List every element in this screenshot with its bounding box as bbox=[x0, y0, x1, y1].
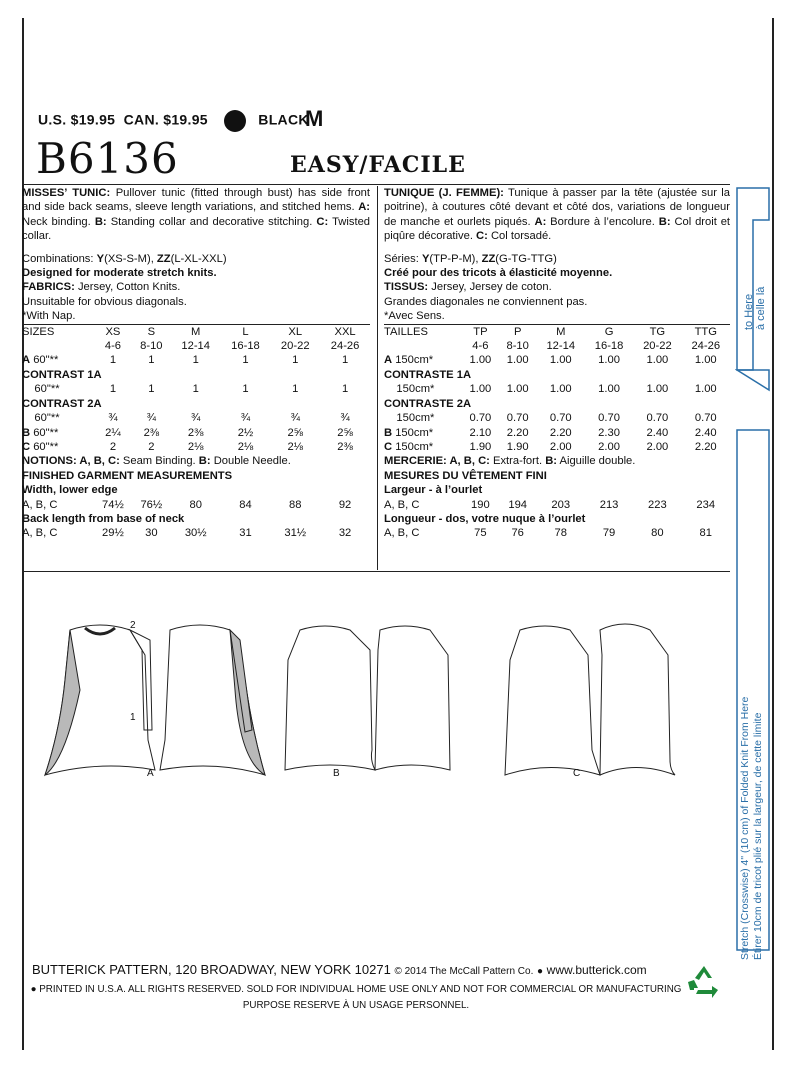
yardage-value: 1.00 bbox=[549, 354, 572, 367]
yardage-row bbox=[22, 426, 370, 440]
size-header: XXL bbox=[334, 325, 356, 338]
yardage-value: 1.90 bbox=[506, 440, 529, 453]
yardage-value: 2.20 bbox=[549, 426, 572, 439]
yardage-row bbox=[384, 426, 730, 440]
fabrics-fr: TISSUS: Jersey, Jersey de coton. bbox=[384, 281, 552, 294]
price-us: U.S. $19.95 bbox=[38, 111, 116, 128]
width-value: 223 bbox=[648, 498, 667, 511]
row-label: A, B, C bbox=[384, 527, 420, 540]
english-column bbox=[22, 186, 370, 541]
row-label: A, B, C bbox=[22, 527, 58, 540]
bottom-divider bbox=[22, 571, 730, 572]
yardage-value: 2.00 bbox=[598, 440, 620, 453]
back-value: 75 bbox=[474, 527, 487, 540]
yardage-value: 1 bbox=[192, 354, 199, 367]
row-label bbox=[384, 353, 462, 367]
price-line bbox=[38, 110, 309, 132]
row-label bbox=[384, 440, 462, 454]
yardage-value: 2⅜ bbox=[337, 440, 353, 453]
yardage-row bbox=[384, 411, 730, 425]
gauge-text-2: Étirer 10cm de tricot plié sur la largeur, de cette limite bbox=[752, 712, 764, 960]
footer-company-line: BUTTERICK PATTERN, 120 BROADWAY, NEW YORK 10271 © 2014 The McCall Pattern Co. ● www.butterick.com bbox=[32, 962, 647, 977]
yardage-value: 2.40 bbox=[646, 426, 669, 439]
width-value: 234 bbox=[696, 498, 716, 511]
row-label bbox=[384, 382, 462, 396]
back-label-row bbox=[22, 512, 370, 526]
yardage-value: ¾ bbox=[240, 412, 251, 425]
yardage-value: 1 bbox=[148, 354, 155, 367]
sizes-label: SIZES bbox=[22, 325, 55, 338]
back-value: 78 bbox=[554, 527, 567, 540]
yardage-value: 1 bbox=[148, 383, 155, 396]
designed-fr: Créé pour des tricots à élasticité moyenne. bbox=[384, 267, 613, 280]
nap-fr: *Avec Sens. bbox=[384, 310, 445, 323]
yardage-row bbox=[384, 382, 730, 396]
yardage-value: 0.70 bbox=[469, 412, 492, 425]
yardage-value: 1.00 bbox=[469, 354, 492, 367]
yardage-row bbox=[22, 411, 370, 425]
unsuitable-fr: Grandes diagonales ne conviennent pas. bbox=[384, 295, 588, 308]
yardage-value: 2⅝ bbox=[287, 426, 304, 439]
yardage-value: 2⅛ bbox=[237, 440, 254, 453]
back-value: 30 bbox=[145, 527, 158, 540]
yardage-value: 2.20 bbox=[694, 440, 717, 453]
contrast-heading: CONTRAST 1A bbox=[22, 368, 102, 381]
row-label bbox=[384, 411, 462, 425]
combinations-fr: Séries: Y(TP-P-M), ZZ(G-TG-TTG) bbox=[384, 252, 557, 265]
back-value: 79 bbox=[602, 527, 616, 540]
yardage-value: 1 bbox=[109, 383, 117, 396]
yardage-value: 1.00 bbox=[598, 354, 620, 367]
yardage-value: 2¼ bbox=[105, 426, 121, 439]
width-value: 74½ bbox=[102, 498, 124, 511]
yardage-value: 2.10 bbox=[469, 426, 492, 439]
size-header: TP bbox=[473, 325, 488, 338]
color-dot bbox=[224, 110, 246, 132]
yardage-row bbox=[22, 382, 370, 396]
size-header-row bbox=[384, 325, 730, 339]
finished-row bbox=[22, 469, 370, 483]
yardage-value: 2.30 bbox=[598, 426, 620, 439]
size-number: 16-18 bbox=[231, 340, 260, 353]
back-value: 80 bbox=[651, 527, 664, 540]
piece-label-1: 1 bbox=[130, 712, 136, 723]
size-number: 4-6 bbox=[472, 340, 489, 353]
yardage-value: ¾ bbox=[191, 412, 201, 425]
sizes-label: TAILLES bbox=[384, 325, 428, 338]
width-label: Width, lower edge bbox=[22, 484, 118, 497]
size-number: 16-18 bbox=[594, 340, 624, 353]
back-label: Longueur - dos, votre nuque à l’ourlet bbox=[384, 512, 586, 525]
view-c-label: C bbox=[573, 768, 581, 779]
contrast-heading: CONTRAST 2A bbox=[22, 397, 102, 410]
description-fr: TUNIQUE (J. FEMME): Tunique à passer par la tête (ajustée sur la poitrine), à coutures côté devant et côté dos, variations de longueur de manche et ourlets piqués. A: Bordure à l’encolure. B: Col droit et piqûre décorative. C: Col torsadé. bbox=[384, 187, 731, 243]
contrast-heading-row bbox=[384, 397, 730, 411]
yardage-value: 1.00 bbox=[469, 383, 492, 396]
row-label bbox=[22, 411, 94, 425]
finished-heading: MESURES DU VÊTEMENT FINI bbox=[384, 469, 547, 482]
view-c-front bbox=[505, 626, 600, 775]
yardage-value: 2⅛ bbox=[287, 440, 304, 453]
size-header-row bbox=[22, 325, 370, 339]
row-label: A, B, C bbox=[22, 498, 58, 511]
notions: MERCERIE: A, B, C: Extra-fort. B: Aiguille double. bbox=[384, 455, 636, 468]
row-label bbox=[22, 426, 94, 440]
french-column bbox=[384, 186, 730, 541]
yardage-value: 1 bbox=[242, 354, 249, 367]
yardage-value: 2½ bbox=[237, 426, 254, 439]
yardage-value: 2⅜ bbox=[143, 426, 160, 439]
size-number: 8-10 bbox=[506, 340, 529, 353]
yardage-value: 1.00 bbox=[506, 354, 529, 367]
footer-legal: ● PRINTED IN U.S.A. ALL RIGHTS RESERVED. SOLD FOR INDIVIDUAL HOME USE ONLY AND NOT FOR COMMERCIAL OR MANUFACTURING PURPOSE RESERVE À UN USAGE PERSONNEL. bbox=[30, 984, 682, 1011]
back-value: 81 bbox=[699, 527, 712, 540]
back-label: Back length from base of neck bbox=[22, 512, 185, 525]
fabric-width: 60"** bbox=[22, 412, 60, 425]
yardage-value: 2⅝ bbox=[337, 426, 353, 439]
yardage-value: 1.00 bbox=[506, 383, 529, 396]
contrast-heading: CONTRASTE 2A bbox=[384, 397, 472, 410]
fabric-width: 150cm* bbox=[392, 440, 434, 453]
yardage-value: 1.90 bbox=[469, 440, 492, 453]
fabric-width: 150cm* bbox=[384, 383, 435, 396]
color-name: BLACK bbox=[258, 111, 309, 128]
size-number: 20-22 bbox=[643, 340, 672, 353]
description-en: MISSES’ TUNIC: Pullover tunic (fitted through bust) has side front and side back seams, sleeve length variations, and stitched hems. A: Neck binding. B: Standing collar and decorative stitching. C: Twisted collar. bbox=[22, 187, 371, 243]
size-header: P bbox=[513, 325, 522, 338]
row-label bbox=[22, 440, 94, 454]
size-code: M bbox=[305, 106, 324, 131]
top-divider bbox=[22, 184, 730, 185]
yardage-value: 1 bbox=[341, 354, 349, 367]
fabric-width: 150cm* bbox=[392, 426, 434, 439]
yardage-row bbox=[384, 440, 730, 454]
gauge-top-text-2: à celle là bbox=[755, 286, 767, 330]
finished-heading: FINISHED GARMENT MEASUREMENTS bbox=[22, 469, 233, 482]
yardage-value: 1 bbox=[109, 354, 117, 367]
fabric-width: 150cm* bbox=[392, 354, 434, 367]
yardage-row bbox=[22, 353, 370, 367]
yardage-value: 1.00 bbox=[694, 354, 717, 367]
width-label-row bbox=[384, 483, 730, 497]
piece-label-2: 2 bbox=[130, 620, 136, 631]
back-value: 31 bbox=[239, 527, 252, 540]
size-header: TTG bbox=[694, 325, 717, 338]
view-letter: B bbox=[22, 426, 31, 439]
size-header: XL bbox=[288, 325, 303, 338]
view-a-label: A bbox=[147, 768, 154, 779]
yardage-value: 2.20 bbox=[506, 426, 529, 439]
company-address: BUTTERICK PATTERN, 120 BROADWAY, NEW YORK 10271 bbox=[32, 962, 391, 977]
column-divider bbox=[377, 186, 378, 570]
size-header: TG bbox=[649, 325, 666, 338]
yardage-value: 1 bbox=[192, 383, 199, 396]
size-header: L bbox=[242, 325, 249, 338]
view-letter: B bbox=[384, 426, 393, 439]
yardage-value: 1.00 bbox=[549, 383, 572, 396]
contrast-heading-row bbox=[22, 368, 370, 382]
back-value: 76 bbox=[511, 527, 524, 540]
width-value: 76½ bbox=[140, 498, 163, 511]
recycle-icon bbox=[684, 962, 724, 1002]
row-label bbox=[22, 353, 94, 367]
gauge-text-1: Stretch (Crosswise) 4" (10 cm) of Folded Knit From Here bbox=[739, 696, 751, 960]
yardage-value: 2.40 bbox=[694, 426, 717, 439]
yardage-value: ¾ bbox=[290, 412, 300, 425]
contrast-heading: CONTRASTE 1A bbox=[384, 368, 472, 381]
yardage-value: 1 bbox=[242, 383, 249, 396]
blank bbox=[22, 339, 94, 353]
fabric-width: 150cm* bbox=[384, 412, 435, 425]
yardage-value: ¾ bbox=[340, 412, 350, 425]
notions: NOTIONS: A, B, C: Seam Binding. B: Double Needle. bbox=[22, 455, 291, 468]
gauge-top-text-1: to Here bbox=[743, 293, 755, 330]
fabrics-en: FABRICS: Jersey, Cotton Knits. bbox=[22, 281, 181, 294]
combinations-en: Combinations: Y(XS-S-M), ZZ(L-XL-XXL) bbox=[22, 252, 227, 265]
nap-en: *With Nap. bbox=[22, 310, 76, 323]
width-value: 203 bbox=[551, 498, 571, 511]
yardage-value: 2⅜ bbox=[187, 426, 204, 439]
size-header: S bbox=[147, 325, 156, 338]
width-value: 92 bbox=[338, 498, 352, 511]
view-letter: C bbox=[22, 440, 31, 453]
size-number: 20-22 bbox=[280, 340, 310, 353]
yardage-value: 0.70 bbox=[598, 412, 620, 425]
width-label: Largeur - à l’ourlet bbox=[384, 484, 483, 497]
yardage-value: 2.00 bbox=[549, 440, 572, 453]
stretch-gauge bbox=[735, 180, 771, 1070]
yardage-value: 2⅛ bbox=[187, 440, 204, 453]
width-value: 84 bbox=[239, 498, 252, 511]
size-number: 24-26 bbox=[330, 340, 360, 353]
pattern-number: B6136 bbox=[36, 134, 179, 183]
unsuitable-en: Unsuitable for obvious diagonals. bbox=[22, 295, 187, 308]
size-number: 12-14 bbox=[546, 340, 576, 353]
size-number-row bbox=[22, 339, 370, 353]
back-label-row bbox=[384, 512, 730, 526]
yardage-value: 2 bbox=[109, 440, 117, 453]
width-row bbox=[22, 498, 370, 512]
size-number: 4-6 bbox=[104, 340, 122, 353]
size-number-row bbox=[384, 339, 730, 353]
yardage-value: 1 bbox=[341, 383, 349, 396]
yardage-value: 1 bbox=[292, 354, 299, 367]
yardage-table-fr bbox=[384, 325, 730, 541]
yardage-value: 0.70 bbox=[506, 412, 529, 425]
yardage-value: ¾ bbox=[146, 412, 157, 425]
yardage-value: 0.70 bbox=[646, 412, 669, 425]
back-value: 32 bbox=[338, 527, 352, 540]
size-header: XS bbox=[105, 325, 121, 338]
size-number: 12-14 bbox=[181, 340, 211, 353]
designed-en: Designed for moderate stretch knits. bbox=[22, 267, 217, 280]
view-letter: A bbox=[384, 354, 393, 367]
width-row bbox=[384, 498, 730, 512]
back-value: 30½ bbox=[184, 527, 207, 540]
difficulty-label: EASY/FACILE bbox=[290, 152, 466, 178]
width-value: 80 bbox=[189, 498, 202, 511]
view-b-front bbox=[285, 626, 375, 770]
garment-illustrations bbox=[40, 610, 730, 780]
fabric-width: 60"** bbox=[22, 383, 60, 396]
yardage-value: 0.70 bbox=[549, 412, 572, 425]
view-letter: A bbox=[22, 354, 31, 367]
finished-row bbox=[384, 469, 730, 483]
width-label-row bbox=[22, 483, 370, 497]
fabric-width: 60"** bbox=[30, 426, 59, 439]
fabric-width: 60"** bbox=[30, 354, 59, 367]
row-label: A, B, C bbox=[384, 498, 420, 511]
view-letter: C bbox=[384, 440, 393, 453]
yardage-table-en bbox=[22, 325, 370, 541]
back-value: 31½ bbox=[284, 527, 307, 540]
size-number: 24-26 bbox=[691, 340, 721, 353]
view-b-back bbox=[375, 626, 450, 770]
fabric-width: 60"** bbox=[30, 440, 59, 453]
notions-row bbox=[384, 454, 730, 468]
notions-row bbox=[22, 454, 370, 468]
back-row bbox=[384, 526, 730, 540]
view-c-back bbox=[600, 624, 675, 775]
yardage-row bbox=[22, 440, 370, 454]
yardage-value: 2 bbox=[148, 440, 155, 453]
website: www.butterick.com bbox=[546, 963, 647, 977]
contrast-heading-row bbox=[22, 397, 370, 411]
width-value: 88 bbox=[289, 498, 302, 511]
contrast-heading-row bbox=[384, 368, 730, 382]
yardage-row bbox=[384, 353, 730, 367]
yardage-value: 1.00 bbox=[646, 383, 669, 396]
width-value: 190 bbox=[471, 498, 490, 511]
yardage-value: 2.00 bbox=[646, 440, 669, 453]
yardage-value: 1.00 bbox=[646, 354, 669, 367]
back-row bbox=[22, 526, 370, 540]
size-header: G bbox=[604, 325, 614, 338]
yardage-value: 1 bbox=[292, 383, 299, 396]
size-header: M bbox=[191, 325, 201, 338]
size-number: 8-10 bbox=[140, 340, 163, 353]
width-value: 194 bbox=[508, 498, 528, 511]
size-header: M bbox=[556, 325, 566, 338]
yardage-value: ¾ bbox=[108, 412, 118, 425]
view-b-label: B bbox=[333, 768, 340, 779]
yardage-value: 1.00 bbox=[598, 383, 620, 396]
yardage-value: 1.00 bbox=[694, 383, 717, 396]
yardage-value: 0.70 bbox=[694, 412, 717, 425]
row-label bbox=[22, 382, 94, 396]
blank bbox=[384, 339, 462, 353]
width-value: 213 bbox=[599, 498, 619, 511]
row-label bbox=[384, 426, 462, 440]
back-value: 29½ bbox=[102, 527, 124, 540]
price-can: CAN. $19.95 bbox=[123, 111, 208, 128]
copyright: © 2014 The McCall Pattern Co. bbox=[394, 966, 534, 977]
